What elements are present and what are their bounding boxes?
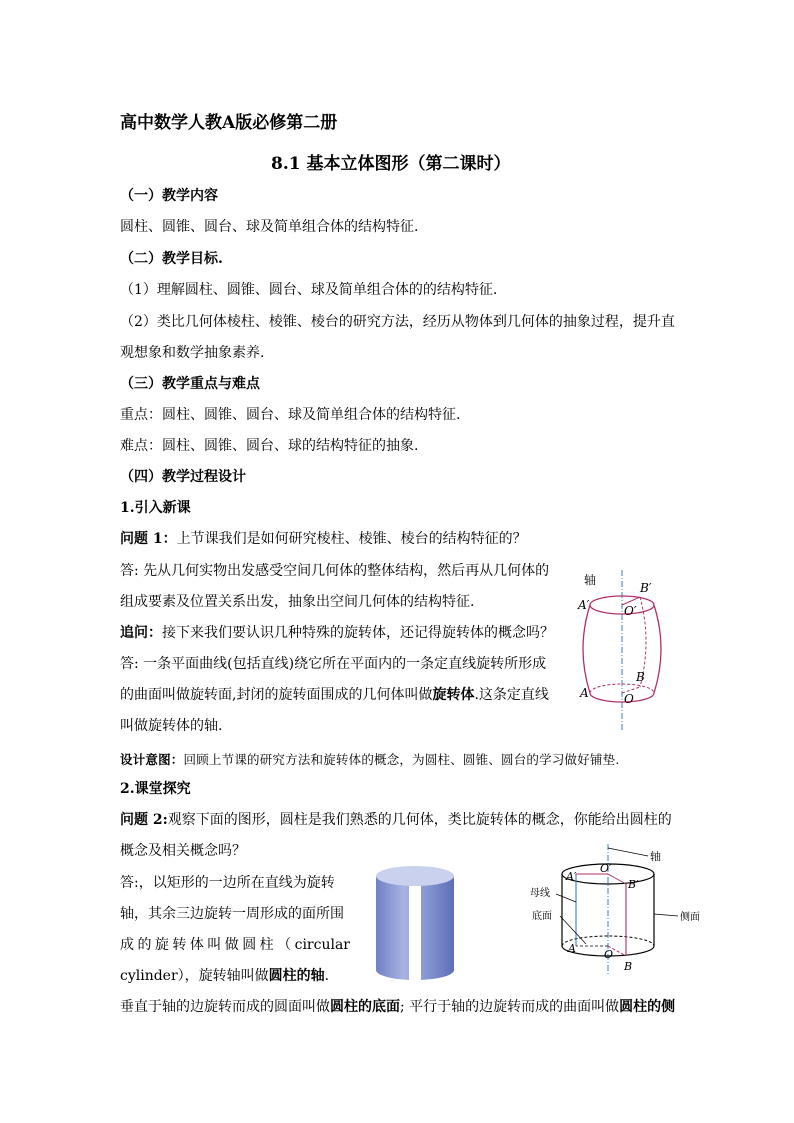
process-heading: （四）教学过程设计 xyxy=(120,469,246,485)
design-intent xyxy=(120,750,620,768)
answer-1-text: 先从几何实物出发感受空间几何体的整体结构，然后再从几何体的 xyxy=(143,563,550,579)
figure3-label-o-prime: O′ xyxy=(600,862,612,875)
answer-2-line2-end: .这条定直线 xyxy=(474,687,549,703)
question-1 xyxy=(120,530,527,548)
figure3-axis-pointer xyxy=(608,848,648,856)
figure3-base-label: 底面 xyxy=(532,911,552,922)
answer-3-line2: 轴，其余三边旋转一周形成的面所围 xyxy=(120,906,344,922)
content-text: 圆柱、圆锥、圆台、球及简单组合体的结构特征. xyxy=(120,219,419,235)
answer-2-line2-start: 的曲面叫做旋转面,封闭的旋转面围成的几何体叫做 xyxy=(120,687,433,703)
answer-3-label: 答: xyxy=(120,875,139,891)
question-2-line2: 概念及相关概念吗？ xyxy=(120,843,246,859)
figure1-label-o-prime: O′ xyxy=(624,604,637,618)
figure1-label-b-prime: B′ xyxy=(640,581,652,595)
answer-3-line4 xyxy=(120,967,329,985)
key-point: 重点：圆柱、圆锥、圆台、球及简单组合体的结构特征. xyxy=(120,407,461,423)
question-2-line1 xyxy=(120,811,672,829)
goals-heading: （二）教学目标. xyxy=(120,251,223,267)
figure3-label-a: A xyxy=(568,942,576,955)
rotation-body-figure xyxy=(570,565,670,735)
cylinder-gap xyxy=(409,886,421,982)
followup-label: 追问： xyxy=(120,625,162,641)
answer-1-line2: 组成要素及位置关系出发，抽象出空间几何体的结构特征. xyxy=(120,594,475,610)
cylinder-photo-figure xyxy=(370,858,460,988)
key-heading: （三）教学重点与难点 xyxy=(120,376,260,392)
goal-2-line1: （2）类比几何体棱柱、棱锥、棱台的研究方法，经历从物体到几何体的抽象过程，提升直 xyxy=(120,314,675,330)
content-heading: （一）教学内容 xyxy=(120,188,218,204)
figure1-label-a: A xyxy=(580,686,589,700)
figure3-generatrix-pointer xyxy=(556,894,576,902)
question-2-label: 问题 2: xyxy=(120,812,168,828)
figure1-label-a-prime: A′ xyxy=(578,598,590,612)
explore-heading: 2.课堂探究 xyxy=(120,781,191,797)
answer-3-line1 xyxy=(120,874,335,892)
design-intent-label: 设计意图： xyxy=(120,752,184,767)
last-line-middle: ; 平行于轴的边旋转而成的曲面叫做 xyxy=(400,999,620,1015)
figure1-label-o: O xyxy=(624,692,634,706)
figure1-axis-label: 轴 xyxy=(584,573,597,587)
answer-2-line1 xyxy=(120,655,546,673)
figure3-axis-label: 轴 xyxy=(650,850,661,863)
answer-3-line4-start: cylinder），旋转轴叫做 xyxy=(120,968,269,984)
answer-2-label: 答: xyxy=(120,656,139,672)
question-2-text: 观察下面的图形，圆柱是我们熟悉的几何体，类比旋转体的概念，你能给出圆柱的 xyxy=(167,812,672,828)
intro-heading: 1.引入新课 xyxy=(120,500,191,516)
answer-2-line3: 叫做旋转体的轴. xyxy=(120,718,223,734)
term-cylinder-side: 圆柱的侧 xyxy=(619,999,676,1015)
goal-1: （1）理解圆柱、圆锥、圆台、球及简单组合体的的结构特征. xyxy=(120,282,498,298)
figure3-side-label: 侧面 xyxy=(680,912,700,923)
question-1-text: 上节课我们是如何研究棱柱、棱锥、棱台的结构特征的？ xyxy=(176,531,527,547)
design-intent-text: 回顾上节课的研究方法和旋转体的概念，为圆柱、圆锥、圆台的学习做好铺垫. xyxy=(183,752,620,767)
followup xyxy=(120,624,554,642)
last-line xyxy=(120,998,675,1016)
term-rotation-body: 旋转体 xyxy=(432,687,475,703)
term-cylinder-axis: 圆柱的轴 xyxy=(268,968,325,984)
answer-3-line3: 成的旋转体叫做圆柱（circular xyxy=(120,937,350,953)
book-title: 高中数学人教A版必修第二册 xyxy=(120,113,338,133)
last-line-start: 垂直于轴的边旋转而成的圆面叫做 xyxy=(120,999,330,1015)
cylinder-top xyxy=(376,866,454,886)
cylinder-labeled-figure xyxy=(528,840,718,990)
answer-1-line1 xyxy=(120,562,549,580)
question-1-label: 问题 1： xyxy=(120,531,177,547)
figure3-label-o: O xyxy=(604,948,614,961)
followup-text: 接下来我们要认识几种特殊的旋转体，还记得旋转体的概念吗？ xyxy=(162,625,554,641)
term-cylinder-base: 圆柱的底面 xyxy=(330,999,400,1015)
answer-2-text: 一条平面曲线(包括直线)绕它所在平面内的一条定直线旋转所形成 xyxy=(143,656,547,672)
figure3-top-radius-b xyxy=(608,874,626,884)
answer-2-line2 xyxy=(120,686,549,704)
figure3-label-b: B xyxy=(624,960,633,973)
figure3-label-a-prime: A′ xyxy=(566,870,577,883)
figure3-side-pointer xyxy=(654,914,678,916)
answer-1-label: 答: xyxy=(120,563,139,579)
lesson-title: 8.1 基本立体图形（第二课时） xyxy=(271,154,511,174)
figure1-right-curve xyxy=(654,605,661,693)
figure3-base-pointer xyxy=(560,916,586,944)
figure3-generatrix-label: 母线 xyxy=(530,888,550,899)
figure1-label-b: B xyxy=(636,670,645,684)
answer-3-text: ，以矩形的一边所在直线为旋转 xyxy=(138,875,335,891)
goal-2-line2: 观想象和数学抽象素养. xyxy=(120,345,265,361)
difficulty: 难点：圆柱、圆锥、圆台、球的结构特征的抽象. xyxy=(120,438,419,454)
answer-3-line4-end: . xyxy=(324,968,330,984)
figure3-label-b-prime: B′ xyxy=(628,878,639,891)
figure1-left-curve xyxy=(583,605,590,693)
